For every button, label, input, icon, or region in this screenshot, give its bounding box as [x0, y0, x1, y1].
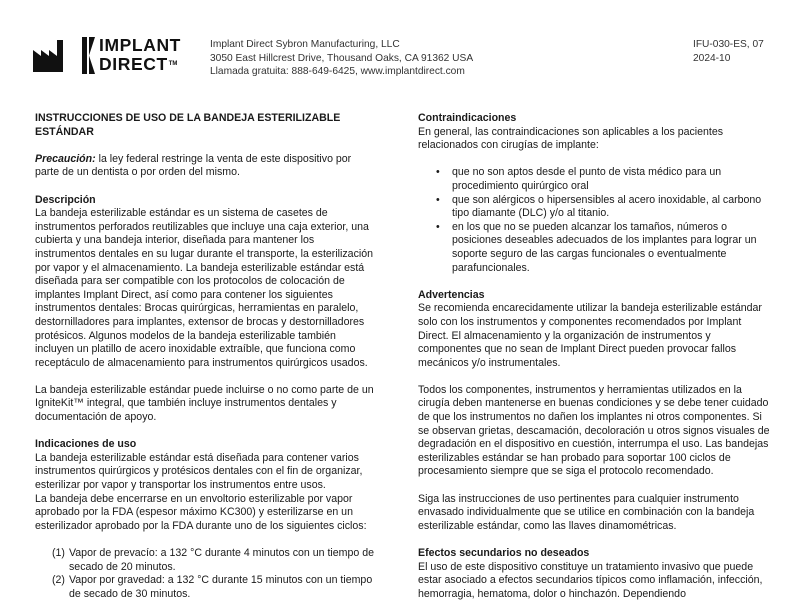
right-column [418, 112, 770, 615]
logo-line-2-text: DIRECT [99, 54, 168, 74]
indications-heading: Indicaciones de uso [35, 438, 137, 451]
warnings-paragraph-1: Se recomienda encarecidamente utilizar la bandeja esterilizable estándar solo con los instrumentos y componentes recomendados por Implant Direct. El almacenamiento y la organización de instrumentos y componentes que no sean de Implant Direct pueden provocar fallos mecánicos y/o instrumentales. [418, 302, 762, 369]
logo-line-1: IMPLANT [99, 35, 181, 55]
company-contact: Llamada gratuita: 888-649-6425, www.implantdirect.com [210, 66, 465, 77]
company-name: Implant Direct Sybron Manufacturing, LLC [210, 39, 400, 50]
contraindications-paragraph: En general, las contraindicaciones son aplicables a los pacientes relacionados con cirugías de implante: [418, 125, 724, 152]
logo-line-2 [99, 55, 181, 74]
cycle-number: (2) [52, 574, 65, 587]
company-street: 3050 East Hillcrest Drive, Thousand Oaks, CA 91362 USA [210, 52, 474, 64]
warnings-paragraph-2: Todos los componentes, instrumentos y herramientas utilizados en la cirugía deben mantenerse en buenas condiciones y se debe tener cuidado de que los instrumentos no dañen los implantes ni otros componentes. Si se observan grietas, descamación, decoloración u otros signos visuales de degradación en el dispositivo en cuestión, interrumpa el uso. Las bandejas esterilizables estándar se han probado para soportar 100 ciclos de procesamiento siempre que se siga el protocolo recomendado. [418, 383, 770, 478]
manufacturer-factory-icon [33, 38, 67, 72]
cycle-text: Vapor de prevacío: a 132 °C durante 4 minutos con un tiempo de secado de 20 minutos. [69, 547, 374, 573]
document-info [693, 38, 764, 65]
logo-wordmark [99, 36, 181, 74]
document-code: IFU-030-ES, 07 [693, 39, 764, 50]
implant-direct-logo [82, 36, 197, 76]
description-paragraph-1: La bandeja esterilizable estándar es un sistema de casetes de instrumentos perforados reutilizables que incluye una caja exterior, una cubierta y una bandeja interior, diseñada para mantener los instrumentos dentales en su lugar durante el transporte, la esterilización por vapor y el almacenamiento. La bandeja esterilizable estándar está diseñada para ser compatible con los protocolos de colocación de implantes Implant Direct, así como para contener los siguientes instrumentos dentales: Brocas quirúrgicas, herramientas en paralelo, destornilladores para implantes, extensor de brocas y destornilladores protésicos. Algunos modelos de la bandeja esterilizable también incluyen un platillo de acero inoxidable extraíble, que funciona como receptáculo de almacenamiento para instrumentos quirúrgicos usados. [35, 207, 374, 369]
caution-text: la ley federal restringe la venta de este dispositivo por parte de un dentista o por orden del mismo. [35, 152, 352, 179]
caution-label: Precaución: [35, 152, 96, 165]
cycle-text: Vapor por gravedad: a 132 °C durante 15 minutos con un tiempo de secado de 30 minutos. [69, 574, 373, 600]
side-effects-paragraph: El uso de este dispositivo constituye un tratamiento invasivo que puede estar asociado a efectos secundarios típicos como inflamación, infección, hemorragia, hematoma, dolor o hinchazón. Dependiendo [418, 560, 763, 600]
indications-paragraph-2: La bandeja debe encerrarse en un envoltorio esterilizable por vapor aprobado por la FDA (espesor máximo KC300) y esterilizarse en un esterilizador aprobado por la FDA durante uno de los siguientes ciclos: [35, 492, 367, 532]
list-item: • que no son aptos desde el punto de vista médico para un procedimiento quirúrgico oral [418, 166, 770, 193]
document-date: 2024-10 [693, 52, 731, 64]
caution-paragraph [35, 153, 375, 180]
list-item [35, 574, 375, 601]
logo-trademark: TM [168, 61, 178, 67]
list-item: • que son alérgicos o hipersensibles al acero inoxidable, al carbono tipo diamante (DLC) y/o al titanio. [418, 194, 770, 221]
document-header [0, 0, 800, 90]
sterilization-cycles-list [35, 547, 375, 601]
list-item: • en los que no se pueden alcanzar los tamaños, números o posiciones deseables adecuados de los implantes para lograr un soporte seguro de las cargas funcionales o eventualmente parafuncionales. [418, 221, 770, 275]
cycle-number: (1) [52, 547, 65, 559]
side-effects-heading: Efectos secundarios no deseados [418, 547, 590, 559]
list-item [35, 547, 375, 574]
contraindications-list [418, 166, 770, 275]
logo-bars-icon [82, 37, 95, 74]
warnings-paragraph-3: Siga las instrucciones de uso pertinentes para cualquier instrumento envasado individualmente que se utilice en combinación con la bandeja esterilizable estándar, como las llaves dinamométricas. [418, 492, 755, 532]
description-paragraph-2: La bandeja esterilizable estándar puede incluirse o no como parte de un IgniteKit™ integral, que también incluye instrumentos dentales y documentación de apoyo. [35, 383, 374, 424]
company-address [210, 38, 473, 79]
left-column [35, 112, 375, 601]
indications-paragraph-1: La bandeja esterilizable estándar está diseñada para contener varios instrumentos quirúrgicos y protésicos dentales con el fin de organizar, esterilizar por vapor y transportar los instrumentos entre usos. [35, 451, 363, 492]
contraindications-heading: Contraindicaciones [418, 112, 517, 124]
document-title: INSTRUCCIONES DE USO DE LA BANDEJA ESTERILIZABLE ESTÁNDAR [35, 112, 341, 138]
warnings-heading: Advertencias [418, 288, 485, 301]
description-heading: Descripción [35, 193, 96, 206]
